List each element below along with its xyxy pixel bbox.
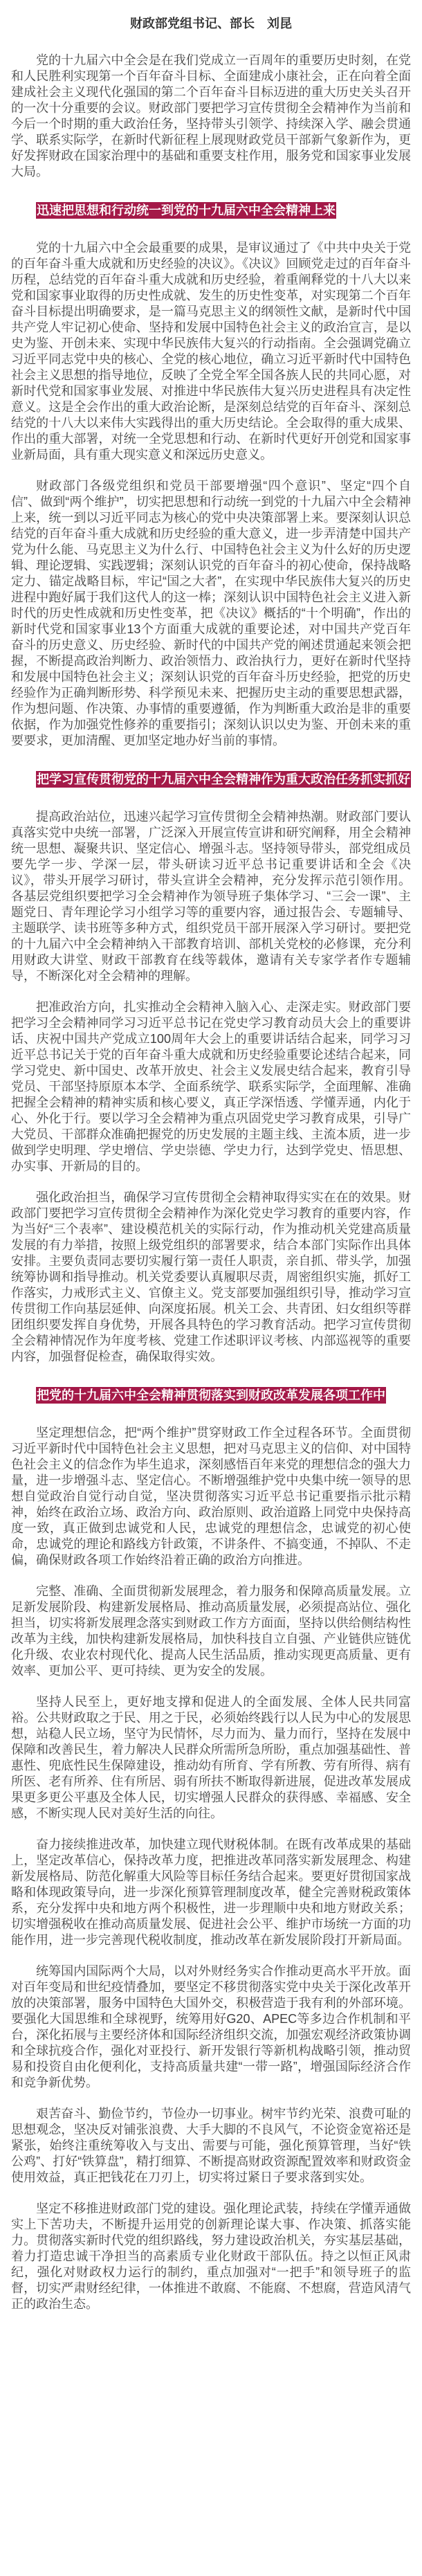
section-heading-1 <box>11 202 411 219</box>
paragraph: 坚定理想信念，把“两个维护”贯穿财政工作全过程各环节。全面贯彻习近平新时代中国特色社会主义思想，把对马克思主义的信仰、对中国特色社会主义的信念作为毕生追求，深刻感悟百年来党的理想信念的强大力量，进一步增强斗志、坚定信心。不断增强维护党中央集中统一领导的思想自觉政治自觉行动自觉，坚决贯彻落实习近平总书记重要指示批示精神，始终在政治立场、政治方向、政治原则、政治道路上同党中央保持高度一致，真正做到忠诚党和人民，忠诚党的理想信念，忠诚党的初心使命，忠诚党的理论和路线方针政策，不讲条件、不搞变通，不掉队、不走偏，确保财政各项工作始终沿着正确的政治方向推进。 <box>11 1426 411 1567</box>
paragraph: 提高政治站位，迅速兴起学习宣传贯彻全会精神热潮。财政部门要认真落实党中央统一部署，广泛深入开展宣传宣讲和研究阐释，用全会精神统一思想、凝聚共识、坚定信心、增强斗志。坚持领导带头，部党组成员要先学一步、学深一层，带头研读习近平总书记重要讲话和全会《决议》，带头开展学习研讨，带头宣讲全会精神，充分发挥示范引领作用。各基层党组织要把学习全会精神作为领导班子集体学习、“三会一课”、主题党日、青年理论学习小组学习等的重要内容，通过报告会、专题辅导、主题联学、读书班等多种方式，组织党员干部开展深入学习研讨。要把党的十九届六中全会精神纳入干部教育培训、部机关党校的必修课，充分利用财政大讲堂、财政干部教育在线等载体，邀请有关专家学者作专题辅导，不断深化对全会精神的理解。 <box>11 810 411 983</box>
paragraph: 强化政治担当，确保学习宣传贯彻全会精神取得实实在在的效果。财政部门要把学习宣传贯彻全会精神作为深化党史学习教育的重要内容，作为当好“三个表率”、建设模范机关的实际行动，作为推动机关党建高质量发展的有力举措，按照上级党组织的部署要求，结合本部门实际作出具体安排。主要负责同志要切实履行第一责任人职责，亲自抓、带头学，加强统筹协调和指导推动。机关党委要认真履职尽责，周密组织实施，抓好工作落实，力戒形式主义、官僚主义。党支部要加强组织引导，推动学习宣传贯彻工作向基层延伸、向深度拓展。机关工会、共青团、妇女组织等群团组织要发挥自身优势，开展各具特色的学习教育活动。把学习宣传贯彻全会精神情况作为年度考核、党建工作述职评议考核、内部巡视等的重要内容，加强督促检查，确保取得实效。 <box>11 1190 411 1363</box>
section-heading-3-text: 把党的十九届六中全会精神贯彻落实到财政改革发展各项工作中 <box>37 1388 385 1402</box>
paragraph: 坚持人民至上，更好地支撑和促进人的全面发展、全体人民共同富裕。公共财政取之于民、用之于民，必须始终践行以人民为中心的发展思想，站稳人民立场，坚守为民情怀，尽力而为、量力而行，坚持在发展中保障和改善民生，着力解决人民群众所需所急所盼，重点加强基础性、普惠性、兜底性民生保障建设，推动幼有所育、学有所教、劳有所得、病有所医、老有所养、住有所居、弱有所扶不断取得新进展，促进改革发展成果更多更公平惠及全体人民，切实增强人民群众的获得感、幸福感、安全感，不断实现人民对美好生活的向往。 <box>11 1695 411 1820</box>
paragraph: 党的十九届六中全会最重要的成果，是审议通过了《中共中央关于党的百年奋斗重大成就和历史经验的决议》。《决议》回顾党走过的百年奋斗历程，总结党的百年奋斗重大成就和历史经验，着重阐释党的十八大以来党和国家事业取得的历史性成就、发生的历史性变革，对实现第二个百年奋斗目标提出明确要求，是一篇马克思主义的纲领性文献，是新时代中国共产党人牢记初心使命、坚持和发展中国特色社会主义的政治宣言，是以史为鉴、开创未来、实现中华民族伟大复兴的行动指南。全会强调党确立习近平同志党中央的核心、全党的核心地位，确立习近平新时代中国特色社会主义思想的指导地位，反映了全党全军全国各族人民的共同心愿，对新时代党和国家事业发展、对推进中华民族伟大复兴历史进程具有决定性意义。这是全会作出的重大政治论断，是深刻总结党的百年奋斗、深刻总结党的十八大以来伟大实践得出的重大历史结论。全会取得的重大成果、作出的重大部署，对统一全党思想和行动、在新时代更好开创党和国家事业新局面，具有重大现实意义和深远历史意义。 <box>11 241 411 462</box>
paragraph: 艰苦奋斗、勤俭节约，节俭办一切事业。树牢节约光荣、浪费可耻的思想观念，坚决反对铺张浪费、大手大脚的不良风气，不论资金宽裕还是紧张，始终注重统筹收入与支出、需要与可能，强化预算管理，当好“铁公鸡”、打好“铁算盘”，精打细算、不断提高财政资源配置效率和财政资金使用效益，真正把钱花在刀刃上，切实将过紧日子要求落到实处。 <box>11 2107 411 2184</box>
section-heading-1-text: 迅速把思想和行动统一到党的十九届六中全会精神上来 <box>37 203 336 217</box>
paragraph: 完整、准确、全面贯彻新发展理念，着力服务和保障高质量发展。立足新发展阶段、构建新发展格局、推动高质量发展，必须提高站位、强化担当，切实将新发展理念落实到财政工作方方面面，坚持以供给侧结构性改革为主线，加快构建新发展格局，加快科技自立自强、产业链供应链优化升级、农业农村现代化、提高人民生活品质，推动实现更高质量、更有效率、更加公平、更可持续、更为安全的发展。 <box>11 1584 411 1678</box>
intro-paragraph: 党的十九届六中全会是在我们党成立一百周年的重要历史时刻，在党和人民胜利实现第一个百年奋斗目标、全面建成小康社会，正在向着全面建成社会主义现代化强国的第二个百年奋斗目标迈进的重大历史关头召开的一次十分重要的会议。财政部门要把学习宣传贯彻全会精神作为当前和今后一个时期的重大政治任务，坚持带头引领学、持续深入学、融会贯通学、联系实际学，在新时代新征程上展现财政党员干部新气象新作为，更好发挥财政在国家治理中的基础和重要支柱作用，服务党和国家事业发展大局。 <box>11 53 411 179</box>
paragraph: 奋力接续推进改革，加快建立现代财税体制。在既有改革成果的基础上，坚定改革信心，保持改革力度，把推进改革同落实新发展理念、构建新发展格局、防范化解重大风险等目标任务结合起来。要更好贯彻国家战略和体现政策导向，进一步深化预算管理制度改革，健全完善财税政策体系，充分发挥中央和地方两个积极性，进一步理顺中央和地方财政关系；切实增强税收在推动高质量发展、促进社会公平、维护市场统一方面的功能作用，进一步完善现代税收制度，推动改革在新发展阶段打开新局面。 <box>11 1838 411 1947</box>
section-heading-2-text: 把学习宣传贯彻党的十九届六中全会精神作为重大政治任务抓实抓好 <box>37 772 410 786</box>
paragraph: 把准政治方向，扎实推动全会精神入脑入心、走深走实。财政部门要把学习全会精神同学习习近平总书记在党史学习教育动员大会上的重要讲话、庆祝中国共产党成立100周年大会上的重要讲话结合起来，同学习习近平总书记关于党的百年奋斗重大成就和历史经验重要论述结合起来，同学习党史、新中国史、改革开放史、社会主义发展史结合起来，教育引导党员、干部坚持原原本本学、全面系统学、联系实际学，全面理解、准确把握全会精神的精神实质和核心要义，真正学深悟透、学懂弄通，内化于心、外化于行。要以学习全会精神为重点巩固党史学习教育成果，引导广大党员、干部群众准确把握党的历史发展的主题主线、主流本质，进一步做到学史明理、学史增信、学史崇德、学史力行，达到学党史、悟思想、办实事、开新局的目的。 <box>11 1000 411 1173</box>
author-byline: 财政部党组书记、部长 刘昆 <box>130 17 292 30</box>
section-heading-3 <box>11 1387 411 1404</box>
paragraph: 财政部门各级党组织和党员干部要增强“四个意识”、坚定“四个自信”、做到“两个维护”，切实把思想和行动统一到党的十九届六中全会精神上来，统一到以习近平同志为核心的党中央决策部署上来。要深刻认识总结党的百年奋斗重大成就和历史经验的重大意义，进一步弄清楚中国共产党为什么能、马克思主义为什么行、中国特色社会主义为什么好的历史逻辑、理论逻辑、实践逻辑；深刻认识党的百年奋斗的初心使命，保持战略定力、锚定战略目标，牢记“国之大者”，在实现中华民族伟大复兴的历史进程中跑好属于我们这代人的这一棒；深刻认识中国特色社会主义进入新时代的历史性成就和历史性变革，把《决议》概括的“十个明确”，作出的新时代党和国家事业13个方面重大成就的重要论述，对中国共产党百年奋斗的历史意义、历史经验、新时代的中国共产党的阐述贯通起来领会把握，不断提高政治判断力、政治领悟力、政治执行力，更好在新时代坚持和发展中国特色社会主义；深刻认识党的百年奋斗历史经验，把党的历史经验作为正确判断形势、科学预见未来、把握历史主动的重要思想武器，作为想问题、作决策、办事情的重要遵循，作为判断重大政治是非的重要依据，作为加强党性修养的重要指引；深刻认识以史为鉴、开创未来的重要要求，更加清醒、更加坚定地办好当前的事情。 <box>11 479 411 747</box>
section-heading-2 <box>11 771 411 788</box>
paragraph: 坚定不移推进财政部门党的建设。强化理论武装，持续在学懂弄通做实上下苦功夫，不断提升运用党的创新理论谋大事、作决策、抓落实能力。贯彻落实新时代党的组织路线，努力建设政治机关，夯实基层基础，着力打造忠诚干净担当的高素质专业化财政干部队伍。持之以恒正风肃纪，强化对财政权力运行的制约，重点加强对“一把手”和领导班子的监督，切实严肃财经纪律，一体推进不敢腐、不能腐、不想腐，营造风清气正的政治生态。 <box>11 2202 411 2311</box>
paragraph: 统筹国内国际两个大局，以对外财经务实合作推动更高水平开放。面对百年变局和世纪疫情叠加，要坚定不移贯彻落实党中央关于深化改革开放的决策部署，服务中国特色大国外交，积极营造于我有利的外部环境。要强化大国思维和全球视野，统筹用好G20、APEC等多边合作机制和平台，深化拓展与主要经济体和国际经济组织交流，加强宏观经济政策协调和全球抗疫合作，强化对亚投行、新开发银行等新机构战略引领，推动贸易和投资自由化便利化，支持高质量共建“一带一路”，增强国际经济合作和竞争新优势。 <box>11 1964 411 2089</box>
